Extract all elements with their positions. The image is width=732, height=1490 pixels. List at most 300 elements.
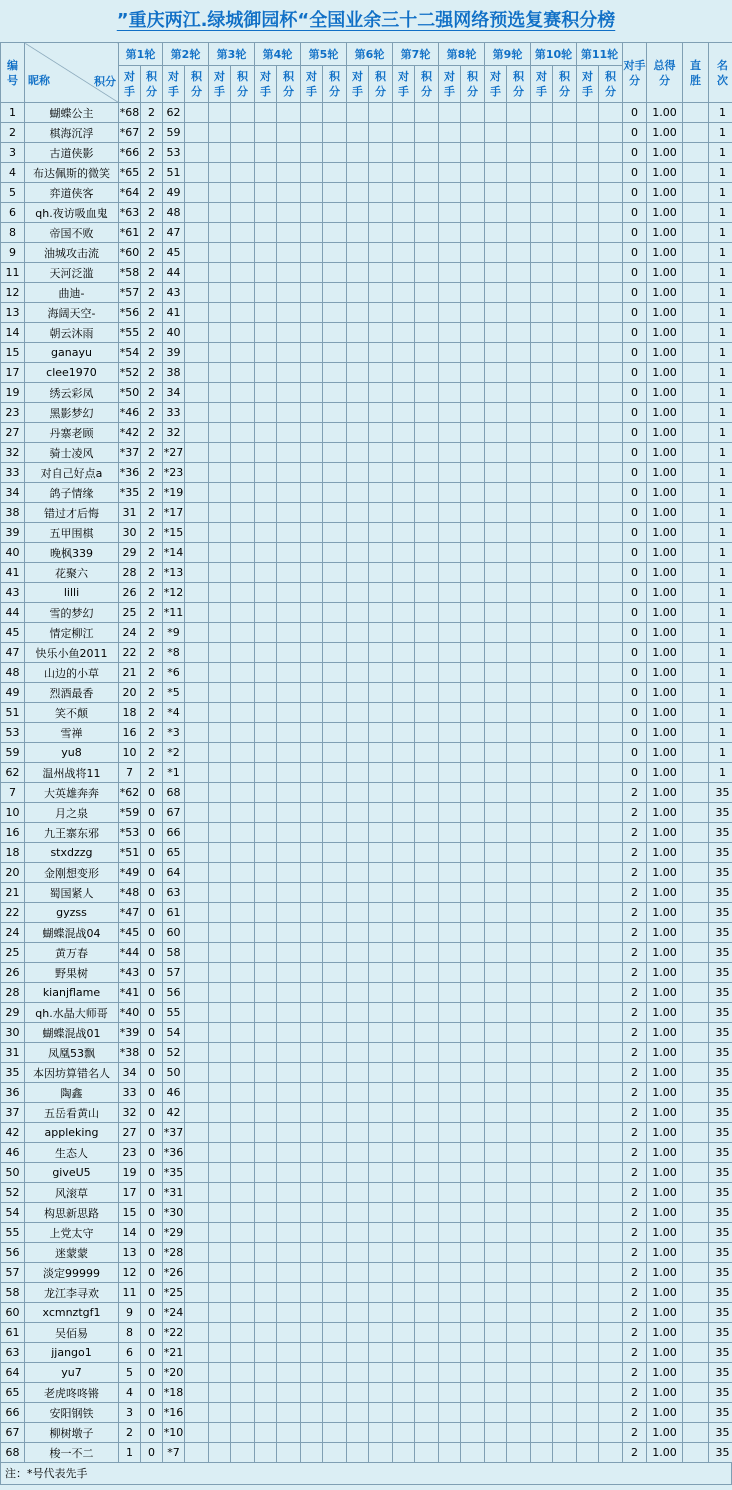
cell-empty — [415, 603, 439, 623]
cell-id: 17 — [1, 363, 25, 383]
cell-empty — [485, 703, 507, 723]
cell-empty — [209, 543, 231, 563]
header-round-5-opponent: 对 手 — [301, 66, 323, 103]
cell-opp-score: 0 — [623, 443, 647, 463]
cell-r1-points: 2 — [141, 543, 163, 563]
cell-rank: 35 — [709, 1383, 732, 1403]
table-row — [1, 703, 732, 723]
cell-empty — [347, 983, 369, 1003]
cell-total: 1.00 — [647, 263, 683, 283]
cell-empty — [577, 1103, 599, 1123]
cell-empty — [461, 1223, 485, 1243]
cell-r1-points: 0 — [141, 1383, 163, 1403]
cell-empty — [553, 323, 577, 343]
cell-empty — [415, 923, 439, 943]
cell-total: 1.00 — [647, 603, 683, 623]
cell-empty — [209, 1003, 231, 1023]
cell-opp-score: 0 — [623, 263, 647, 283]
table-row — [1, 1303, 732, 1323]
cell-empty — [599, 1223, 623, 1243]
cell-opp-score: 0 — [623, 103, 647, 123]
cell-empty — [507, 563, 531, 583]
cell-empty — [323, 1103, 347, 1123]
cell-empty — [255, 1283, 277, 1303]
cell-empty — [393, 203, 415, 223]
cell-empty — [323, 323, 347, 343]
cell-empty — [301, 403, 323, 423]
cell-r1-opponent: 28 — [119, 563, 141, 583]
cell-rank: 1 — [709, 283, 732, 303]
cell-direct — [683, 1163, 709, 1183]
cell-empty — [485, 1183, 507, 1203]
cell-empty — [461, 723, 485, 743]
cell-empty — [415, 1103, 439, 1123]
cell-empty — [485, 483, 507, 503]
cell-empty — [415, 523, 439, 543]
cell-empty — [485, 1383, 507, 1403]
page-title: ”重庆两江.绿城御园杯“全国业余三十二强网络预选复赛积分榜 — [116, 10, 616, 31]
header-round-10-opponent: 对 手 — [531, 66, 553, 103]
cell-empty — [231, 543, 255, 563]
cell-r2-opponent: *17 — [163, 503, 185, 523]
cell-empty — [531, 423, 553, 443]
cell-empty — [185, 1303, 209, 1323]
cell-empty — [393, 1143, 415, 1163]
cell-direct — [683, 123, 709, 143]
cell-name: appleking — [25, 1123, 119, 1143]
cell-empty — [393, 583, 415, 603]
cell-empty — [507, 843, 531, 863]
cell-empty — [255, 1203, 277, 1223]
cell-empty — [369, 1323, 393, 1343]
cell-name: 丹寨老顾 — [25, 423, 119, 443]
cell-empty — [577, 103, 599, 123]
cell-empty — [323, 1083, 347, 1103]
cell-empty — [185, 723, 209, 743]
cell-empty — [185, 643, 209, 663]
cell-empty — [277, 463, 301, 483]
cell-empty — [553, 823, 577, 843]
cell-r1-opponent: *36 — [119, 463, 141, 483]
cell-empty — [369, 943, 393, 963]
cell-empty — [485, 1023, 507, 1043]
cell-empty — [415, 463, 439, 483]
cell-empty — [461, 423, 485, 443]
cell-empty — [369, 1243, 393, 1263]
cell-empty — [347, 683, 369, 703]
cell-r1-opponent: 21 — [119, 663, 141, 683]
cell-r1-points: 0 — [141, 1443, 163, 1463]
cell-id: 48 — [1, 663, 25, 683]
cell-empty — [485, 443, 507, 463]
cell-empty — [231, 423, 255, 443]
cell-empty — [577, 1043, 599, 1063]
cell-total: 1.00 — [647, 1403, 683, 1423]
cell-name: 棋海沉浮 — [25, 123, 119, 143]
cell-empty — [393, 883, 415, 903]
cell-empty — [599, 883, 623, 903]
cell-empty — [553, 1163, 577, 1183]
cell-r1-opponent: 15 — [119, 1203, 141, 1223]
cell-empty — [531, 1163, 553, 1183]
cell-r1-opponent: *56 — [119, 303, 141, 323]
cell-empty — [209, 623, 231, 643]
cell-empty — [347, 643, 369, 663]
cell-empty — [599, 443, 623, 463]
cell-empty — [185, 1223, 209, 1243]
cell-empty — [277, 1223, 301, 1243]
cell-empty — [439, 423, 461, 443]
cell-r1-opponent: 24 — [119, 623, 141, 643]
cell-empty — [393, 1003, 415, 1023]
table-row — [1, 1363, 732, 1383]
cell-total: 1.00 — [647, 563, 683, 583]
cell-empty — [485, 183, 507, 203]
cell-rank: 1 — [709, 583, 732, 603]
cell-r2-opponent: 42 — [163, 1103, 185, 1123]
cell-empty — [277, 723, 301, 743]
cell-empty — [439, 363, 461, 383]
cell-r1-points: 0 — [141, 783, 163, 803]
cell-empty — [277, 1123, 301, 1143]
cell-opp-score: 0 — [623, 323, 647, 343]
cell-empty — [415, 1383, 439, 1403]
table-row — [1, 343, 732, 363]
cell-empty — [461, 1403, 485, 1423]
cell-r2-opponent: *2 — [163, 743, 185, 763]
cell-empty — [255, 823, 277, 843]
cell-empty — [255, 423, 277, 443]
cell-empty — [461, 1043, 485, 1063]
cell-total: 1.00 — [647, 523, 683, 543]
cell-empty — [577, 903, 599, 923]
cell-empty — [393, 403, 415, 423]
cell-total: 1.00 — [647, 303, 683, 323]
cell-r1-opponent: 29 — [119, 543, 141, 563]
cell-empty — [461, 383, 485, 403]
cell-empty — [531, 843, 553, 863]
cell-r1-points: 2 — [141, 343, 163, 363]
cell-empty — [485, 203, 507, 223]
cell-empty — [393, 463, 415, 483]
cell-empty — [599, 1323, 623, 1343]
cell-empty — [599, 863, 623, 883]
cell-empty — [255, 323, 277, 343]
cell-empty — [369, 223, 393, 243]
cell-empty — [553, 1243, 577, 1263]
cell-empty — [369, 1283, 393, 1303]
cell-empty — [277, 1303, 301, 1323]
cell-opp-score: 2 — [623, 1223, 647, 1243]
cell-name: 笑不颠 — [25, 703, 119, 723]
cell-empty — [553, 1223, 577, 1243]
cell-empty — [255, 103, 277, 123]
cell-empty — [461, 683, 485, 703]
cell-empty — [255, 303, 277, 323]
cell-rank: 35 — [709, 1163, 732, 1183]
cell-empty — [301, 1163, 323, 1183]
cell-empty — [185, 743, 209, 763]
cell-r2-opponent: *3 — [163, 723, 185, 743]
cell-empty — [531, 923, 553, 943]
cell-empty — [439, 743, 461, 763]
cell-empty — [599, 923, 623, 943]
cell-empty — [553, 703, 577, 723]
cell-r1-points: 2 — [141, 483, 163, 503]
cell-name: clee1970 — [25, 363, 119, 383]
cell-empty — [507, 1443, 531, 1463]
cell-rank: 35 — [709, 1283, 732, 1303]
cell-empty — [439, 1083, 461, 1103]
cell-total: 1.00 — [647, 643, 683, 663]
cell-empty — [577, 663, 599, 683]
cell-empty — [439, 983, 461, 1003]
cell-rank: 1 — [709, 743, 732, 763]
cell-empty — [415, 1083, 439, 1103]
cell-opp-score: 2 — [623, 1023, 647, 1043]
cell-empty — [231, 1263, 255, 1283]
cell-empty — [185, 583, 209, 603]
cell-empty — [369, 543, 393, 563]
cell-empty — [531, 783, 553, 803]
cell-empty — [323, 163, 347, 183]
cell-r1-opponent: *44 — [119, 943, 141, 963]
cell-name: 本因坊算错名人 — [25, 1063, 119, 1083]
cell-empty — [255, 963, 277, 983]
cell-total: 1.00 — [647, 823, 683, 843]
cell-empty — [599, 1023, 623, 1043]
cell-empty — [347, 563, 369, 583]
cell-empty — [231, 563, 255, 583]
cell-empty — [461, 643, 485, 663]
cell-empty — [485, 1243, 507, 1263]
cell-empty — [393, 303, 415, 323]
cell-empty — [301, 663, 323, 683]
cell-empty — [507, 763, 531, 783]
cell-r2-opponent: *23 — [163, 463, 185, 483]
cell-name: 九王寨东邪 — [25, 823, 119, 843]
cell-empty — [323, 523, 347, 543]
cell-empty — [301, 1443, 323, 1463]
cell-empty — [369, 1043, 393, 1063]
cell-empty — [277, 1163, 301, 1183]
cell-empty — [553, 1063, 577, 1083]
cell-empty — [323, 243, 347, 263]
cell-empty — [553, 383, 577, 403]
cell-empty — [461, 1183, 485, 1203]
cell-empty — [599, 543, 623, 563]
cell-empty — [577, 743, 599, 763]
cell-empty — [461, 983, 485, 1003]
cell-empty — [507, 283, 531, 303]
cell-empty — [347, 243, 369, 263]
cell-empty — [577, 503, 599, 523]
cell-name: 陶鑫 — [25, 1083, 119, 1103]
cell-empty — [301, 1363, 323, 1383]
cell-empty — [599, 343, 623, 363]
cell-empty — [531, 143, 553, 163]
cell-empty — [323, 703, 347, 723]
cell-empty — [553, 603, 577, 623]
cell-empty — [599, 983, 623, 1003]
cell-id: 52 — [1, 1183, 25, 1203]
cell-empty — [577, 1343, 599, 1363]
cell-empty — [439, 263, 461, 283]
cell-rank: 1 — [709, 103, 732, 123]
cell-empty — [185, 123, 209, 143]
cell-empty — [415, 563, 439, 583]
cell-empty — [185, 1063, 209, 1083]
cell-empty — [415, 223, 439, 243]
cell-opp-score: 0 — [623, 383, 647, 403]
cell-empty — [347, 1183, 369, 1203]
cell-total: 1.00 — [647, 1243, 683, 1263]
cell-direct — [683, 783, 709, 803]
cell-empty — [393, 663, 415, 683]
cell-empty — [531, 983, 553, 1003]
cell-empty — [507, 1043, 531, 1063]
cell-empty — [347, 143, 369, 163]
cell-empty — [461, 663, 485, 683]
cell-empty — [277, 1023, 301, 1043]
cell-empty — [277, 843, 301, 863]
cell-opp-score: 2 — [623, 1243, 647, 1263]
cell-empty — [231, 1083, 255, 1103]
cell-empty — [209, 283, 231, 303]
cell-empty — [531, 363, 553, 383]
cell-r2-opponent: 65 — [163, 843, 185, 863]
cell-empty — [255, 443, 277, 463]
cell-opp-score: 0 — [623, 643, 647, 663]
cell-empty — [415, 423, 439, 443]
cell-r1-opponent: *51 — [119, 843, 141, 863]
cell-name: 雪的梦幻 — [25, 603, 119, 623]
cell-empty — [415, 1403, 439, 1423]
cell-opp-score: 0 — [623, 363, 647, 383]
cell-empty — [507, 263, 531, 283]
cell-direct — [683, 603, 709, 623]
cell-empty — [531, 203, 553, 223]
table-row — [1, 303, 732, 323]
cell-empty — [301, 1083, 323, 1103]
cell-total: 1.00 — [647, 463, 683, 483]
cell-rank: 1 — [709, 663, 732, 683]
cell-empty — [369, 1263, 393, 1283]
cell-r1-opponent: 22 — [119, 643, 141, 663]
cell-r1-opponent: 16 — [119, 723, 141, 743]
cell-total: 1.00 — [647, 663, 683, 683]
cell-opp-score: 0 — [623, 163, 647, 183]
cell-empty — [439, 1023, 461, 1043]
cell-empty — [485, 1443, 507, 1463]
cell-r2-opponent: 40 — [163, 323, 185, 343]
cell-empty — [323, 1403, 347, 1423]
cell-empty — [599, 1143, 623, 1163]
cell-empty — [185, 943, 209, 963]
cell-empty — [255, 1343, 277, 1363]
cell-empty — [185, 623, 209, 643]
cell-empty — [369, 403, 393, 423]
cell-empty — [347, 203, 369, 223]
cell-empty — [507, 343, 531, 363]
cell-r1-opponent: *64 — [119, 183, 141, 203]
cell-empty — [415, 683, 439, 703]
cell-rank: 1 — [709, 183, 732, 203]
cell-empty — [255, 1003, 277, 1023]
cell-rank: 35 — [709, 1303, 732, 1323]
cell-id: 34 — [1, 483, 25, 503]
cell-empty — [415, 1123, 439, 1143]
cell-r1-opponent: *57 — [119, 283, 141, 303]
cell-empty — [531, 683, 553, 703]
cell-empty — [485, 1263, 507, 1283]
cell-id: 47 — [1, 643, 25, 663]
cell-opp-score: 2 — [623, 1263, 647, 1283]
cell-empty — [461, 903, 485, 923]
cell-r1-opponent: 10 — [119, 743, 141, 763]
cell-empty — [599, 303, 623, 323]
cell-empty — [323, 783, 347, 803]
cell-empty — [323, 943, 347, 963]
cell-empty — [209, 563, 231, 583]
cell-total: 1.00 — [647, 723, 683, 743]
cell-empty — [531, 323, 553, 343]
cell-empty — [231, 1223, 255, 1243]
cell-id: 13 — [1, 303, 25, 323]
cell-empty — [369, 323, 393, 343]
cell-empty — [323, 1123, 347, 1143]
cell-empty — [255, 203, 277, 223]
cell-empty — [277, 923, 301, 943]
cell-direct — [683, 283, 709, 303]
cell-empty — [231, 503, 255, 523]
cell-empty — [301, 563, 323, 583]
cell-empty — [231, 203, 255, 223]
cell-empty — [347, 583, 369, 603]
cell-empty — [255, 943, 277, 963]
cell-rank: 1 — [709, 503, 732, 523]
cell-direct — [683, 583, 709, 603]
cell-opp-score: 0 — [623, 703, 647, 723]
cell-empty — [599, 1123, 623, 1143]
header-id: 编 号 — [1, 43, 25, 103]
cell-total: 1.00 — [647, 1283, 683, 1303]
cell-opp-score: 2 — [623, 1403, 647, 1423]
cell-empty — [209, 183, 231, 203]
cell-direct — [683, 1323, 709, 1343]
cell-empty — [323, 303, 347, 323]
cell-empty — [439, 1103, 461, 1123]
cell-empty — [485, 1223, 507, 1243]
cell-r1-points: 2 — [141, 623, 163, 643]
cell-empty — [347, 843, 369, 863]
cell-id: 23 — [1, 403, 25, 423]
cell-empty — [347, 1363, 369, 1383]
cell-empty — [553, 743, 577, 763]
cell-name: gyzss — [25, 903, 119, 923]
cell-empty — [553, 1403, 577, 1423]
cell-empty — [323, 1003, 347, 1023]
cell-empty — [255, 923, 277, 943]
cell-direct — [683, 843, 709, 863]
cell-name: yu8 — [25, 743, 119, 763]
cell-empty — [209, 683, 231, 703]
cell-empty — [415, 203, 439, 223]
cell-empty — [461, 563, 485, 583]
cell-empty — [485, 963, 507, 983]
cell-empty — [255, 623, 277, 643]
cell-empty — [415, 743, 439, 763]
